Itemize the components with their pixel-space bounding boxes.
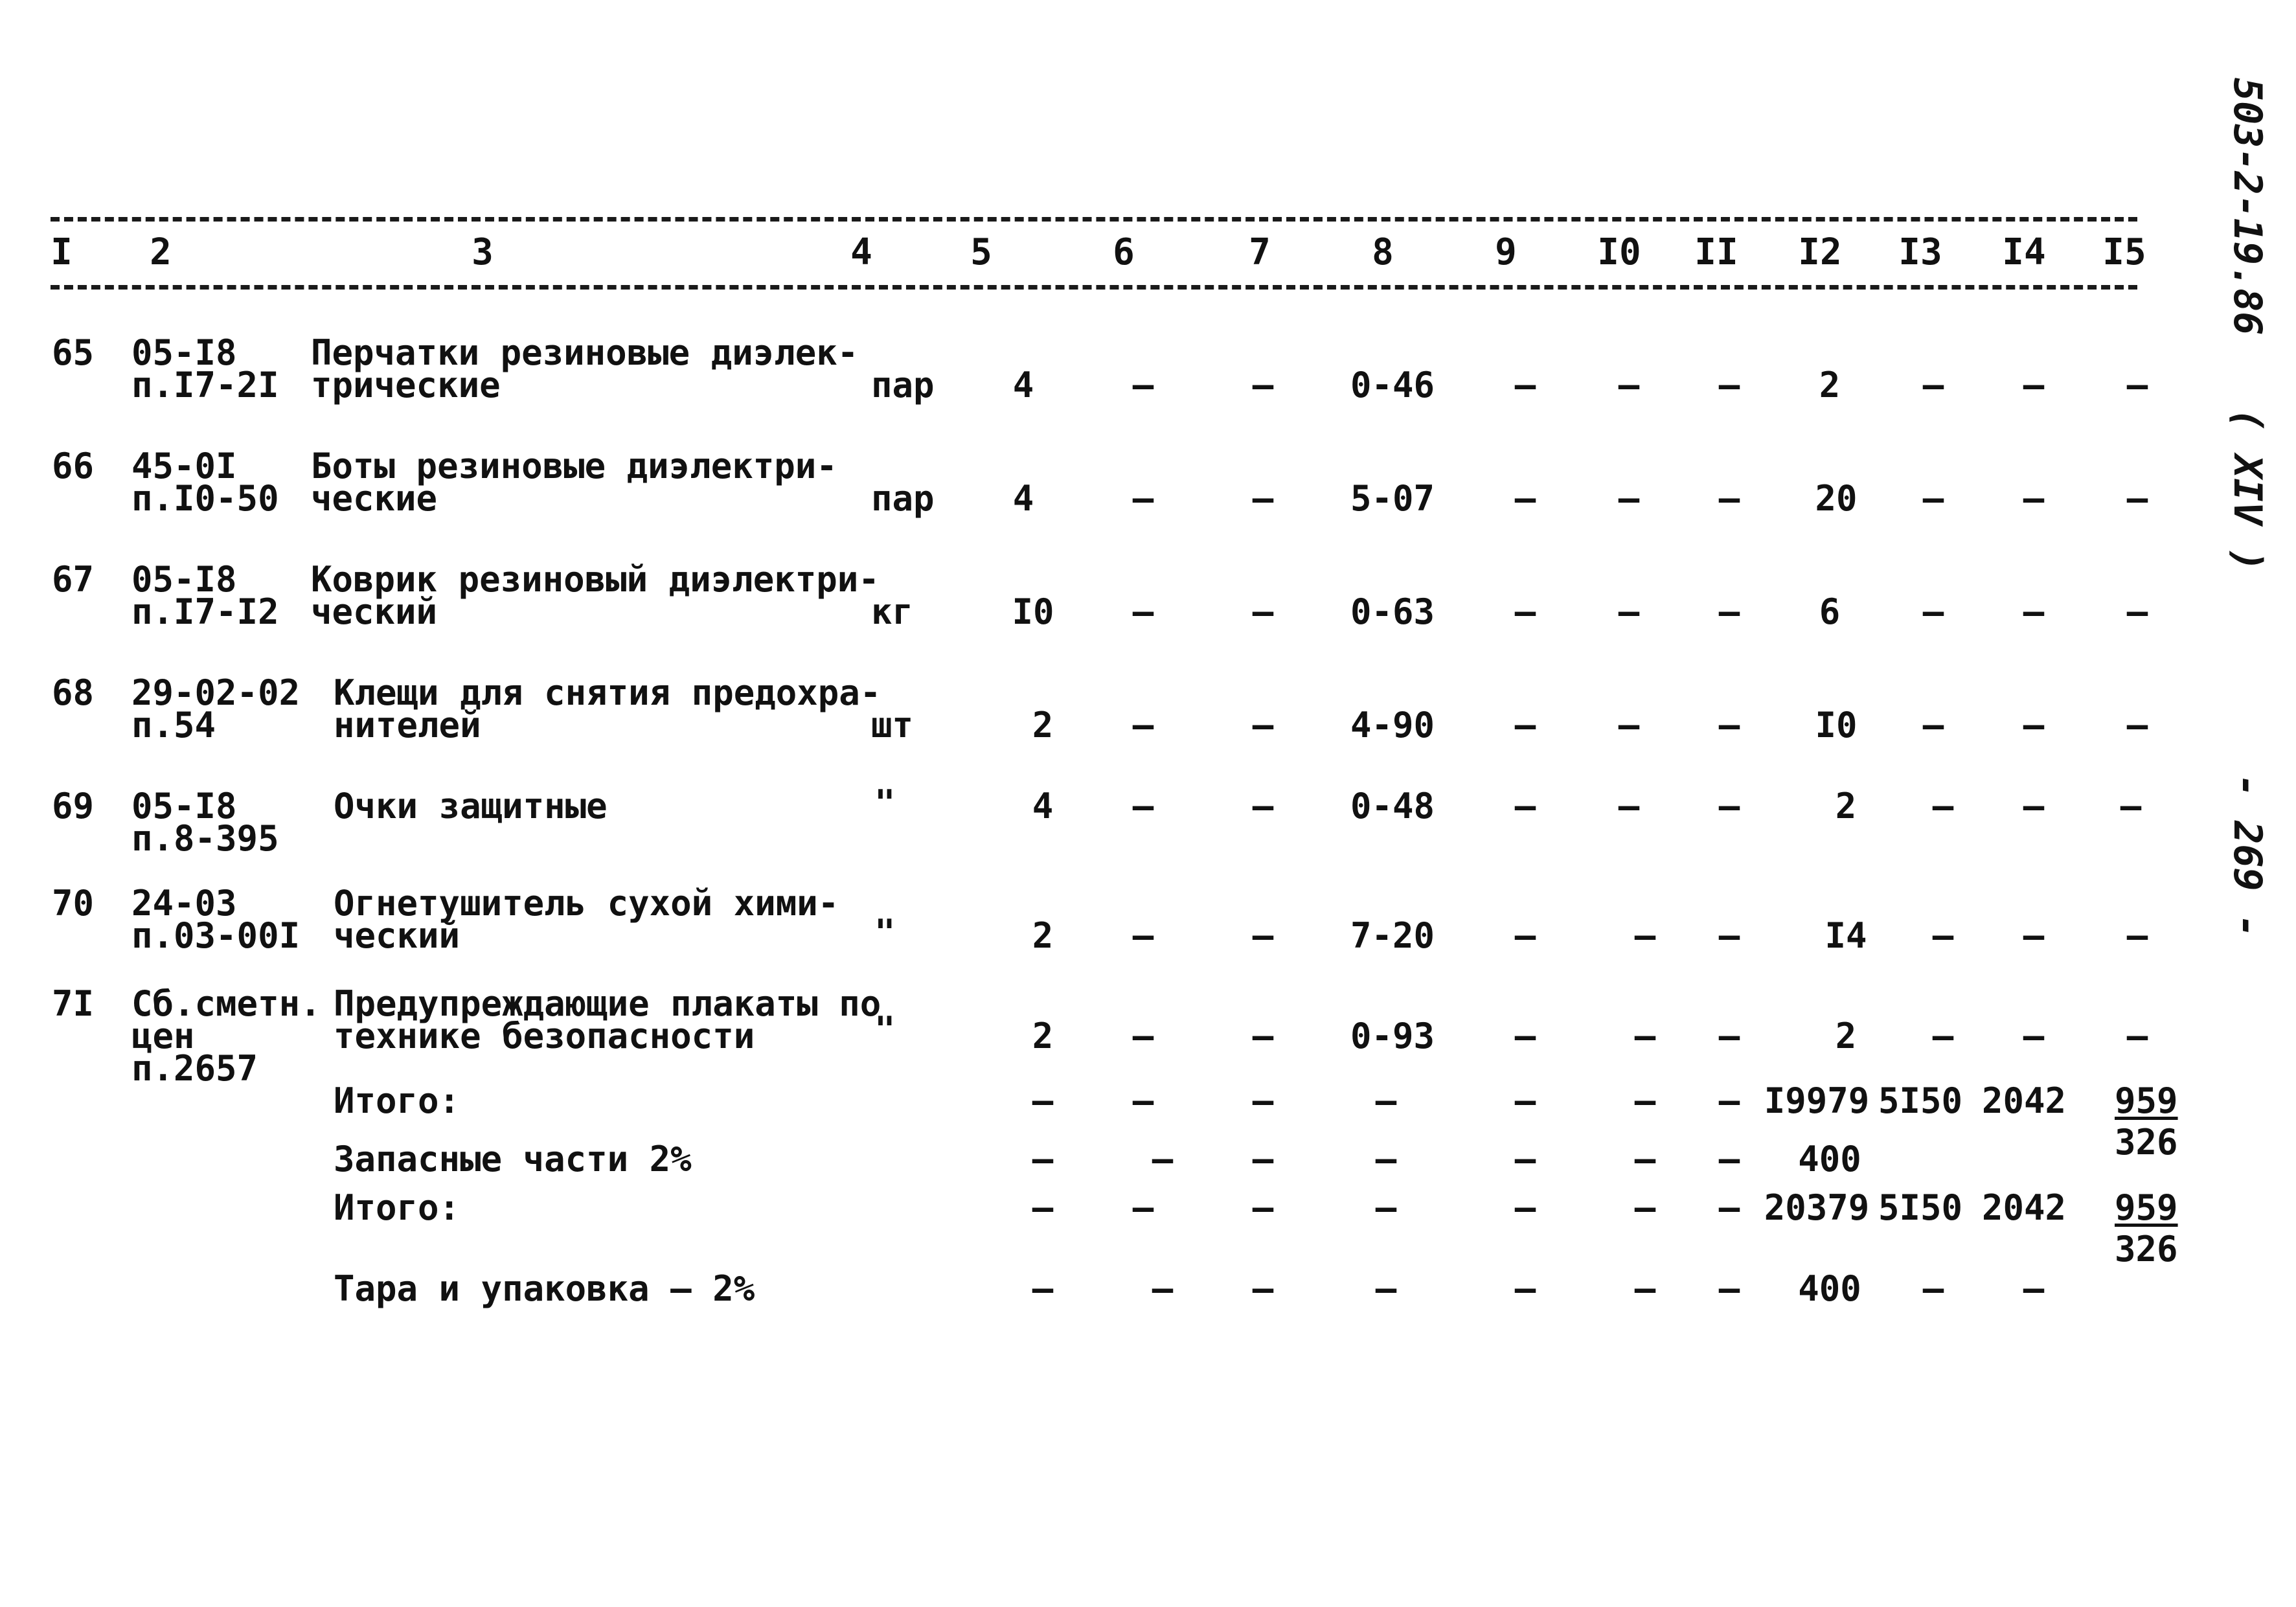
totals-cell-6: – bbox=[1152, 1139, 1174, 1180]
row-cell-14: – bbox=[2023, 1016, 2045, 1056]
row-name-line: ческий bbox=[311, 591, 438, 632]
row-cell-11: – bbox=[1718, 915, 1740, 956]
totals-cell-14: – bbox=[2023, 1268, 2045, 1309]
totals-cell-15-fraction bbox=[2115, 1187, 2178, 1270]
row-name-line: Огнетушитель сухой хими- bbox=[334, 883, 839, 924]
side-stamp-page-number: - 269 - bbox=[2225, 774, 2270, 938]
row-cell-12: 20 bbox=[1815, 478, 1858, 519]
row-cell-8: 0-48 bbox=[1350, 786, 1435, 826]
column-header-15: I5 bbox=[2102, 231, 2146, 273]
row-code-line: п.2657 bbox=[131, 1048, 258, 1089]
row-code-line: п.I7-2I bbox=[131, 365, 279, 405]
column-header-12: I2 bbox=[1798, 231, 1842, 273]
row-cell-8: 0-63 bbox=[1350, 591, 1435, 632]
row-cell-10: – bbox=[1618, 705, 1640, 746]
row-cell-10: – bbox=[1634, 1016, 1656, 1056]
row-cell-10: – bbox=[1618, 786, 1640, 826]
row-cell-15: – bbox=[2126, 705, 2148, 746]
fraction-denominator: 326 bbox=[2115, 1122, 2178, 1163]
row-code-line: Сб.сметн. bbox=[131, 983, 321, 1024]
row-name-line: Коврик резиновый диэлектри- bbox=[311, 559, 880, 600]
totals-cell-8: – bbox=[1375, 1268, 1397, 1309]
row-cell-5: 2 bbox=[1032, 1016, 1054, 1056]
totals-label: Тара и упаковка – 2% bbox=[334, 1268, 755, 1309]
row-cell-13: – bbox=[1922, 478, 1944, 519]
fraction-denominator: 326 bbox=[2115, 1229, 2178, 1270]
row-cell-5: 4 bbox=[1012, 365, 1034, 405]
row-cell-12: 2 bbox=[1819, 365, 1841, 405]
row-code-line: п.03-00I bbox=[131, 915, 301, 956]
row-unit: " bbox=[874, 912, 896, 953]
totals-cell-8: – bbox=[1375, 1187, 1397, 1228]
header-top-rule bbox=[51, 217, 2137, 222]
totals-cell-10: – bbox=[1634, 1139, 1656, 1180]
row-cell-14: – bbox=[2023, 705, 2045, 746]
totals-cell-12: 400 bbox=[1798, 1268, 1861, 1309]
row-cell-14: – bbox=[2023, 478, 2045, 519]
row-cell-12: 2 bbox=[1835, 786, 1857, 826]
totals-cell-11: – bbox=[1718, 1268, 1740, 1309]
row-cell-8: 7-20 bbox=[1350, 915, 1435, 956]
row-name-line: Очки защитные bbox=[334, 786, 608, 826]
totals-cell-12: 400 bbox=[1798, 1139, 1861, 1180]
totals-cell-13: – bbox=[1922, 1268, 1944, 1309]
row-cell-13: – bbox=[1922, 591, 1944, 632]
row-unit: " bbox=[874, 1009, 896, 1050]
row-cell-11: – bbox=[1718, 365, 1740, 405]
row-cell-11: – bbox=[1718, 705, 1740, 746]
row-cell-5: 4 bbox=[1012, 478, 1034, 519]
totals-cell-7: – bbox=[1252, 1080, 1274, 1121]
row-number: 7I bbox=[52, 983, 95, 1024]
totals-cell-6: – bbox=[1132, 1080, 1154, 1121]
column-header-7: 7 bbox=[1249, 231, 1271, 273]
row-cell-14: – bbox=[2023, 365, 2045, 405]
row-name-line: ческие bbox=[311, 478, 438, 519]
fraction-numerator: 959 bbox=[2115, 1080, 2178, 1121]
row-cell-14: – bbox=[2023, 915, 2045, 956]
totals-cell-9: – bbox=[1514, 1139, 1536, 1180]
row-code-line: п.I0-50 bbox=[131, 478, 279, 519]
row-cell-6: – bbox=[1132, 478, 1154, 519]
totals-cell-8: – bbox=[1375, 1139, 1397, 1180]
row-unit: шт bbox=[871, 705, 914, 746]
row-cell-6: – bbox=[1132, 705, 1154, 746]
column-header-3: 3 bbox=[472, 231, 494, 273]
row-cell-15: – bbox=[2126, 591, 2148, 632]
row-cell-8: 4-90 bbox=[1350, 705, 1435, 746]
totals-cell-7: – bbox=[1252, 1187, 1274, 1228]
totals-label: Запасные части 2% bbox=[334, 1139, 692, 1180]
row-cell-9: – bbox=[1514, 705, 1536, 746]
row-cell-5: 2 bbox=[1032, 915, 1054, 956]
totals-cell-5: – bbox=[1032, 1080, 1054, 1121]
row-number: 69 bbox=[52, 786, 95, 826]
row-cell-13: – bbox=[1922, 705, 1944, 746]
row-cell-9: – bbox=[1514, 591, 1536, 632]
row-cell-8: 0-46 bbox=[1350, 365, 1435, 405]
row-unit: пар bbox=[871, 478, 935, 519]
totals-cell-10: – bbox=[1634, 1187, 1656, 1228]
row-cell-12: I0 bbox=[1815, 705, 1858, 746]
row-number: 66 bbox=[52, 446, 95, 486]
totals-cell-9: – bbox=[1514, 1080, 1536, 1121]
row-cell-6: – bbox=[1132, 915, 1154, 956]
row-cell-11: – bbox=[1718, 478, 1740, 519]
row-cell-15: – bbox=[2126, 365, 2148, 405]
totals-cell-10: – bbox=[1634, 1268, 1656, 1309]
totals-cell-11: – bbox=[1718, 1139, 1740, 1180]
row-name-line: Предупреждающие плакаты по bbox=[334, 983, 881, 1024]
row-cell-7: – bbox=[1252, 365, 1274, 405]
column-header-2: 2 bbox=[150, 231, 172, 273]
row-code-line: 29-02-02 bbox=[131, 672, 301, 713]
totals-cell-10: – bbox=[1634, 1080, 1656, 1121]
header-bottom-rule bbox=[51, 285, 2137, 290]
row-code-line: п.8-395 bbox=[131, 818, 279, 859]
row-cell-9: – bbox=[1514, 478, 1536, 519]
row-code-line: цен bbox=[131, 1016, 195, 1056]
row-cell-6: – bbox=[1132, 786, 1154, 826]
row-number: 68 bbox=[52, 672, 95, 713]
row-cell-8: 5-07 bbox=[1350, 478, 1435, 519]
totals-cell-14: 2042 bbox=[1981, 1187, 2067, 1228]
row-cell-6: – bbox=[1132, 591, 1154, 632]
column-header-5: 5 bbox=[970, 231, 992, 273]
column-header-9: 9 bbox=[1495, 231, 1517, 273]
row-name-line: технике безопасности bbox=[334, 1016, 755, 1056]
row-cell-14: – bbox=[2023, 591, 2045, 632]
column-header-10: I0 bbox=[1597, 231, 1641, 273]
row-cell-9: – bbox=[1514, 915, 1536, 956]
row-cell-15: – bbox=[2126, 1016, 2148, 1056]
row-number: 67 bbox=[52, 559, 95, 600]
totals-cell-5: – bbox=[1032, 1268, 1054, 1309]
row-cell-10: – bbox=[1618, 591, 1640, 632]
side-stamp-volume: ( XIV ) bbox=[2225, 408, 2270, 572]
totals-cell-13: 5I50 bbox=[1878, 1080, 1963, 1121]
column-header-1: I bbox=[51, 231, 73, 273]
row-cell-10: – bbox=[1634, 915, 1656, 956]
totals-cell-5: – bbox=[1032, 1187, 1054, 1228]
totals-cell-9: – bbox=[1514, 1187, 1536, 1228]
row-name-line: нителей bbox=[334, 705, 481, 746]
totals-cell-8: – bbox=[1375, 1080, 1397, 1121]
totals-label: Итого: bbox=[334, 1187, 460, 1228]
row-cell-15: – bbox=[2126, 915, 2148, 956]
row-cell-11: – bbox=[1718, 786, 1740, 826]
row-cell-5: 4 bbox=[1032, 786, 1054, 826]
row-cell-13: – bbox=[1932, 786, 1954, 826]
column-header-6: 6 bbox=[1113, 231, 1135, 273]
totals-cell-11: – bbox=[1718, 1080, 1740, 1121]
row-name-line: Клещи для снятия предохра- bbox=[334, 672, 881, 713]
side-stamp-code: 503-2-19.86 bbox=[2225, 78, 2270, 336]
row-cell-12: 6 bbox=[1819, 591, 1841, 632]
totals-cell-7: – bbox=[1252, 1268, 1274, 1309]
totals-cell-11: – bbox=[1718, 1187, 1740, 1228]
row-cell-5: 2 bbox=[1032, 705, 1054, 746]
row-cell-13: – bbox=[1922, 365, 1944, 405]
row-cell-10: – bbox=[1618, 365, 1640, 405]
row-code-line: п.I7-I2 bbox=[131, 591, 279, 632]
row-unit: пар bbox=[871, 365, 935, 405]
column-header-8: 8 bbox=[1372, 231, 1394, 273]
totals-cell-12: I9979 bbox=[1764, 1080, 1870, 1121]
row-code-line: 05-I8 bbox=[131, 559, 237, 600]
column-header-14: I4 bbox=[2002, 231, 2046, 273]
row-number: 65 bbox=[52, 332, 95, 373]
row-name-line: Перчатки резиновые диэлек- bbox=[311, 332, 859, 373]
fraction-numerator: 959 bbox=[2115, 1187, 2178, 1228]
row-cell-9: – bbox=[1514, 786, 1536, 826]
row-code-line: 05-I8 bbox=[131, 786, 237, 826]
row-cell-13: – bbox=[1932, 1016, 1954, 1056]
row-unit: кг bbox=[871, 591, 914, 632]
row-cell-9: – bbox=[1514, 365, 1536, 405]
row-cell-12: I4 bbox=[1824, 915, 1867, 956]
totals-cell-13: 5I50 bbox=[1878, 1187, 1963, 1228]
row-name-line: Боты резиновые диэлектри- bbox=[311, 446, 837, 486]
row-cell-7: – bbox=[1252, 915, 1274, 956]
row-cell-7: – bbox=[1252, 591, 1274, 632]
totals-label: Итого: bbox=[334, 1080, 460, 1121]
row-cell-15: – bbox=[2120, 786, 2142, 826]
row-cell-11: – bbox=[1718, 591, 1740, 632]
totals-cell-5: – bbox=[1032, 1139, 1054, 1180]
totals-cell-15-fraction bbox=[2115, 1080, 2178, 1163]
row-name-line: ческий bbox=[334, 915, 460, 956]
row-cell-9: – bbox=[1514, 1016, 1536, 1056]
row-cell-13: – bbox=[1932, 915, 1954, 956]
row-cell-12: 2 bbox=[1835, 1016, 1857, 1056]
column-header-4: 4 bbox=[850, 231, 872, 273]
row-code-line: п.54 bbox=[131, 705, 216, 746]
row-cell-11: – bbox=[1718, 1016, 1740, 1056]
row-code-line: 24-03 bbox=[131, 883, 237, 924]
row-cell-14: – bbox=[2023, 786, 2045, 826]
row-code-line: 05-I8 bbox=[131, 332, 237, 373]
column-header-11: II bbox=[1694, 231, 1738, 273]
row-unit: " bbox=[874, 782, 896, 823]
row-cell-7: – bbox=[1252, 478, 1274, 519]
row-cell-10: – bbox=[1618, 478, 1640, 519]
row-cell-6: – bbox=[1132, 365, 1154, 405]
totals-cell-12: 20379 bbox=[1764, 1187, 1870, 1228]
totals-cell-9: – bbox=[1514, 1268, 1536, 1309]
row-name-line: трические bbox=[311, 365, 501, 405]
row-cell-15: – bbox=[2126, 478, 2148, 519]
row-number: 70 bbox=[52, 883, 95, 924]
totals-cell-6: – bbox=[1152, 1268, 1174, 1309]
column-header-13: I3 bbox=[1898, 231, 1942, 273]
totals-cell-14: 2042 bbox=[1981, 1080, 2067, 1121]
totals-cell-7: – bbox=[1252, 1139, 1274, 1180]
row-cell-8: 0-93 bbox=[1350, 1016, 1435, 1056]
totals-cell-6: – bbox=[1132, 1187, 1154, 1228]
row-cell-7: – bbox=[1252, 705, 1274, 746]
row-cell-6: – bbox=[1132, 1016, 1154, 1056]
row-code-line: 45-0I bbox=[131, 446, 237, 486]
row-cell-7: – bbox=[1252, 1016, 1274, 1056]
row-cell-5: I0 bbox=[1012, 591, 1054, 632]
row-cell-7: – bbox=[1252, 786, 1274, 826]
